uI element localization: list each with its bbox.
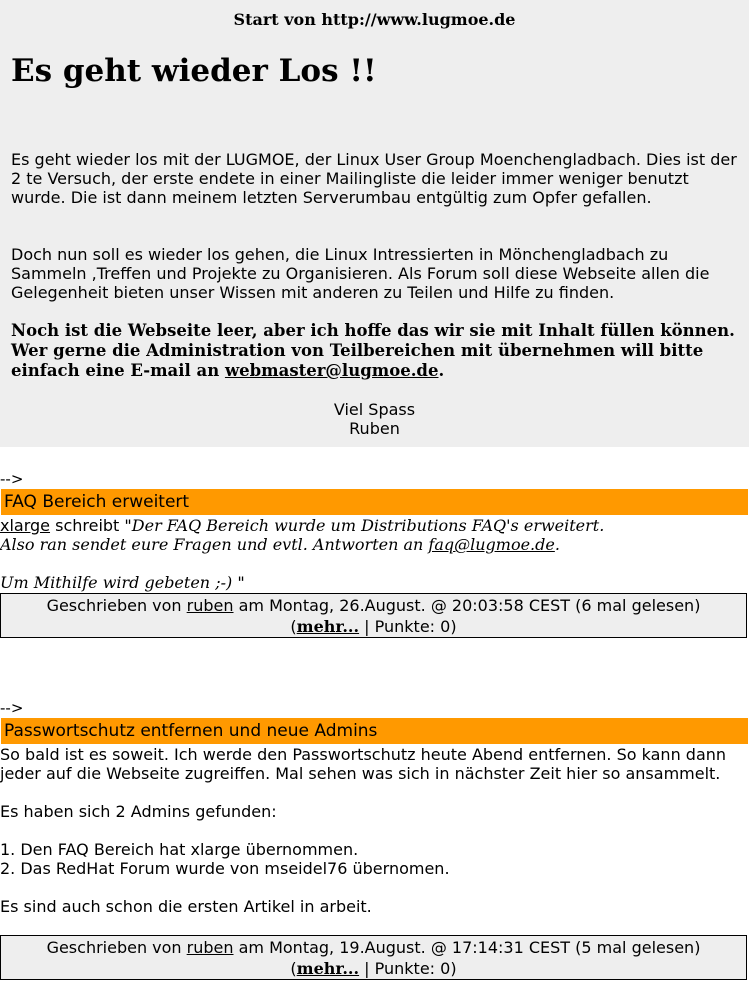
footer-open: ( <box>290 959 297 978</box>
quote-line: Der FAQ Bereich wurde um Distributions FAQ's erweitert. <box>131 516 605 535</box>
article-paragraph: So bald ist es soweit. Ich werde den Passwortschutz heute Abend entfernen. So kann dann jeder auf die Webseite zugreiffen. Mal sehen was sich in nächster Zeit hier so ansammelt. <box>0 745 727 783</box>
intro-paragraph-3-end: . <box>438 361 445 380</box>
spacer <box>0 554 749 573</box>
author-link[interactable]: xlarge <box>0 516 51 535</box>
more-link[interactable]: mehr... <box>296 959 360 978</box>
footer-author-link[interactable]: ruben <box>186 596 234 615</box>
footer-open: ( <box>290 617 297 636</box>
article-line <box>0 535 749 554</box>
quote-close: " <box>232 573 245 592</box>
footer-points: | Punkte: 0) <box>359 617 457 636</box>
intro-paragraph-3-text: Noch ist die Webseite leer, aber ich hoffe das wir sie mit Inhalt füllen können. Wer gerne die Administration von Teilbereichen mit übernehmen will bitte einfach eine E-mail an <box>11 321 735 380</box>
article-list-item: 2. Das RedHat Forum wurde von mseidel76 übernomen. <box>0 859 450 878</box>
spacer <box>0 783 740 802</box>
footer-points: | Punkte: 0) <box>359 959 457 978</box>
start-line: Start von http://www.lugmoe.de <box>233 10 516 29</box>
footer-pre: Geschrieben von <box>46 938 187 957</box>
intro-paragraph-1: Es geht wieder los mit der LUGMOE, der Linux User Group Moenchengladbach. Dies ist der 2 te Versuch, der erste endete in einer Mailingliste die leider immer weniger benutzt wurde. Die ist dann meinem letzten Serverumbau entgültig zum Opfer gefallen. <box>11 150 737 207</box>
footer-author-link[interactable]: ruben <box>186 938 234 957</box>
footer-line-1 <box>1 595 746 616</box>
article-paragraph: Es sind auch schon die ersten Artikel in arbeit. <box>0 897 372 916</box>
footer-date: am Montag, 26.August. @ 20:03:58 CEST (6 mal gelesen) <box>233 596 701 615</box>
comment-marker: --> <box>0 470 24 488</box>
webmaster-email-link[interactable]: webmaster@lugmoe.de <box>224 361 439 380</box>
spacer <box>0 878 740 897</box>
footer-line-2 <box>1 616 746 637</box>
intro-box <box>0 0 749 447</box>
quote-end: . <box>554 535 560 554</box>
article-line <box>0 573 749 592</box>
quote-line: Um Mithilfe wird gebeten ;-) <box>0 573 233 592</box>
article-footer <box>0 935 747 980</box>
article-title-bar: Passwortschutz entfernen und neue Admins <box>1 718 748 744</box>
quote-line: Also ran sendet eure Fragen und evtl. Antworten an <box>0 535 429 554</box>
spacer <box>0 821 740 840</box>
footer-line-2 <box>1 958 746 979</box>
article-footer <box>0 593 747 638</box>
article-title-bar: FAQ Bereich erweitert <box>1 489 748 515</box>
footer-date: am Montag, 19.August. @ 17:14:31 CEST (5 mal gelesen) <box>233 938 701 957</box>
article-list-item: 1. Den FAQ Bereich hat xlarge übernommen. <box>0 840 359 859</box>
more-link[interactable]: mehr... <box>296 617 360 636</box>
page-title: Es geht wieder Los !! <box>11 53 377 89</box>
signature-line-2: Ruben <box>349 419 400 438</box>
article-paragraph: Es haben sich 2 Admins gefunden: <box>0 802 277 821</box>
comment-marker: --> <box>0 699 24 717</box>
intro-paragraph-3 <box>11 321 737 381</box>
article-body <box>0 745 740 916</box>
signature <box>0 400 749 438</box>
intro-paragraph-2: Doch nun soll es wieder los gehen, die Linux Intressierten in Mönchengladbach zu Sammeln ,Treffen und Projekte zu Organisieren. Als Forum soll diese Webseite allen die Gelegenheit bieten unser Wissen mit anderen zu Teilen und Hilfe zu finden. <box>11 245 710 302</box>
footer-line-1 <box>1 937 746 958</box>
faq-email-link[interactable]: faq@lugmoe.de <box>428 535 555 554</box>
article-line <box>0 516 749 535</box>
says-text: schreibt " <box>50 516 132 535</box>
article-body <box>0 516 749 592</box>
footer-pre: Geschrieben von <box>46 596 187 615</box>
signature-line-1: Viel Spass <box>333 400 416 419</box>
